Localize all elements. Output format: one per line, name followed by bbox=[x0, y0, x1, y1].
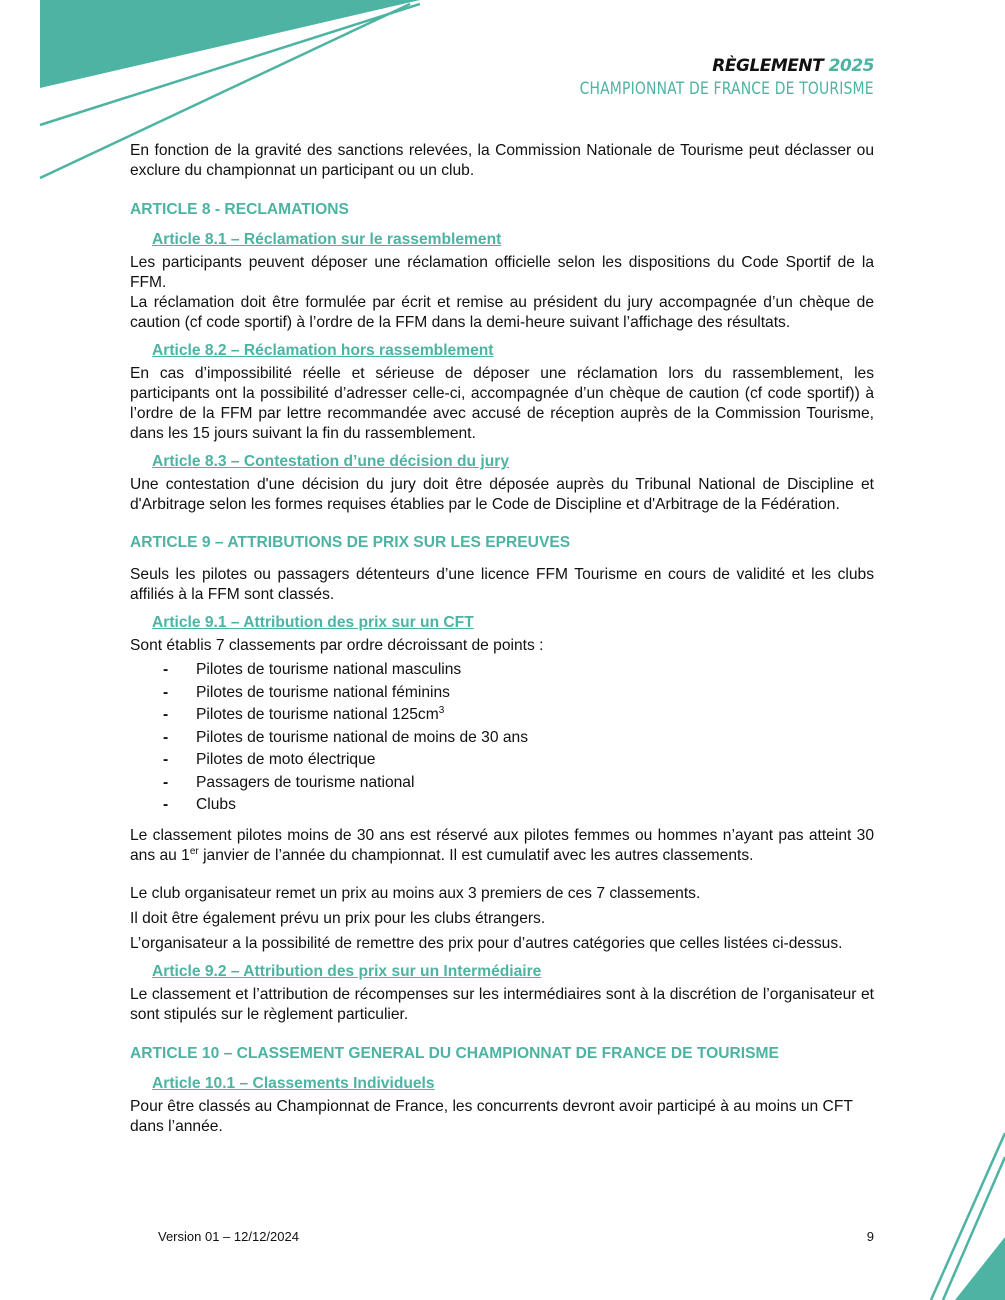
article-10-1-heading: Article 10.1 – Classements Individuels bbox=[152, 1074, 435, 1092]
article-8-2-paragraph: En cas d’impossibilité réelle et sérieuse de déposer une réclamation lors du rassemblement, les participants ont la possibilité d’adresser celle-ci, accompagnée d’un chèque de caution (cf code sportif)) à l’ordre de la FFM par lettre recommandée avec accusé de réception auprès de la Commission Tourisme, dans les 15 jours suivant la fin du rassemblement. bbox=[130, 365, 874, 442]
article-8-1-heading: Article 8.1 – Réclamation sur le rassemblement bbox=[152, 231, 502, 248]
list-item: - Pilotes de tourisme national masculins bbox=[130, 659, 874, 682]
decorative-footer-shape bbox=[895, 1125, 1005, 1300]
reglement-year: 2025 bbox=[828, 56, 874, 76]
list-item: - Clubs bbox=[130, 794, 874, 817]
document-header bbox=[515, 56, 874, 99]
article-9-2-paragraph: Le classement et l’attribution de récompenses sur les intermédiaires sont à la discrétion de l’organisateur et sont stipulés sur le règlement particulier. bbox=[130, 985, 874, 1023]
article-9-1-paragraph-2: Le club organisateur remet un prix au moins aux 3 premiers de ces 7 classements. bbox=[130, 884, 701, 902]
document-body bbox=[130, 141, 874, 1137]
article-8-3-heading: Article 8.3 – Contestation d’une décision du jury bbox=[152, 453, 509, 470]
version-label: Version 01 – 12/12/2024 bbox=[158, 1229, 299, 1244]
article-9-paragraph: Seuls les pilotes ou passagers détenteurs d’une licence FFM Tourisme en cours de validité et les clubs affiliés à la FFM sont classés. bbox=[130, 566, 874, 603]
list-item: - Pilotes de tourisme national de moins de 30 ans bbox=[130, 727, 874, 750]
article-9-1-intro: Sont établis 7 classements par ordre décroissant de points : bbox=[130, 637, 544, 654]
classification-list bbox=[130, 659, 874, 817]
article-10-1-paragraph: Pour être classés au Championnat de France, les concurrents devront avoir participé à au moins un CFT dans l’année. bbox=[130, 1097, 853, 1135]
article-9-2-heading: Article 9.2 – Attribution des prix sur un Intermédiaire bbox=[152, 962, 542, 980]
intro-paragraph: En fonction de la gravité des sanctions relevées, la Commission Nationale de Tourisme peut déclasser ou exclure du championnat un participant ou un club. bbox=[130, 142, 874, 179]
list-item: - Pilotes de tourisme national féminins bbox=[130, 682, 874, 705]
article-8-1-paragraph-2: La réclamation doit être formulée par écrit et remise au président du jury accompagnée d’un chèque de caution (cf code sportif) à l’ordre de la FFM dans la demi-heure suivant l’affichage des résultats. bbox=[130, 294, 874, 331]
page-number: 9 bbox=[866, 1229, 874, 1244]
article-10-heading: ARTICLE 10 – CLASSEMENT GENERAL DU CHAMPIONNAT DE FRANCE DE TOURISME bbox=[130, 1044, 779, 1062]
list-item: - Passagers de tourisme national bbox=[130, 772, 874, 795]
reglement-title: RÈGLEMENT 2025 bbox=[712, 56, 874, 76]
article-8-1-paragraph-1: Les participants peuvent déposer une réclamation officielle selon les dispositions du Code Sportif de la FFM. bbox=[130, 254, 874, 291]
article-8-2-heading: Article 8.2 – Réclamation hors rassemblement bbox=[152, 342, 494, 359]
article-8-3-paragraph: Une contestation d'une décision du jury doit être déposée auprès du Tribunal National de Discipline et d'Arbitrage selon les formes requises établies par le Code de Discipline et d'Arbitrage de la Fédération. bbox=[130, 476, 874, 513]
list-item: - Pilotes de moto électrique bbox=[130, 749, 874, 772]
list-item: - Pilotes de tourisme national $125cm^3$ bbox=[130, 704, 874, 727]
article-9-1-age-paragraph: Le classement pilotes moins de 30 ans est réservé aux pilotes femmes ou hommes n’ayant pas atteint 30 ans au 1er janvier de l’année du championnat. Il est cumulatif avec les autres classements. bbox=[130, 826, 874, 864]
document-footer bbox=[158, 1229, 874, 1244]
championship-title: CHAMPIONNAT DE FRANCE DE TOURISME bbox=[579, 79, 874, 99]
article-9-1-heading: Article 9.1 – Attribution des prix sur un CFT bbox=[152, 614, 474, 631]
article-8-heading: ARTICLE 8 - RECLAMATIONS bbox=[130, 201, 349, 218]
article-9-1-paragraph-4: L’organisateur a la possibilité de remettre des prix pour d’autres catégories que celles listées ci-dessus. bbox=[130, 934, 843, 952]
article-9-heading: ARTICLE 9 – ATTRIBUTIONS DE PRIX SUR LES EPREUVES bbox=[130, 534, 571, 551]
article-9-1-paragraph-3: Il doit être également prévu un prix pour les clubs étrangers. bbox=[130, 909, 546, 927]
